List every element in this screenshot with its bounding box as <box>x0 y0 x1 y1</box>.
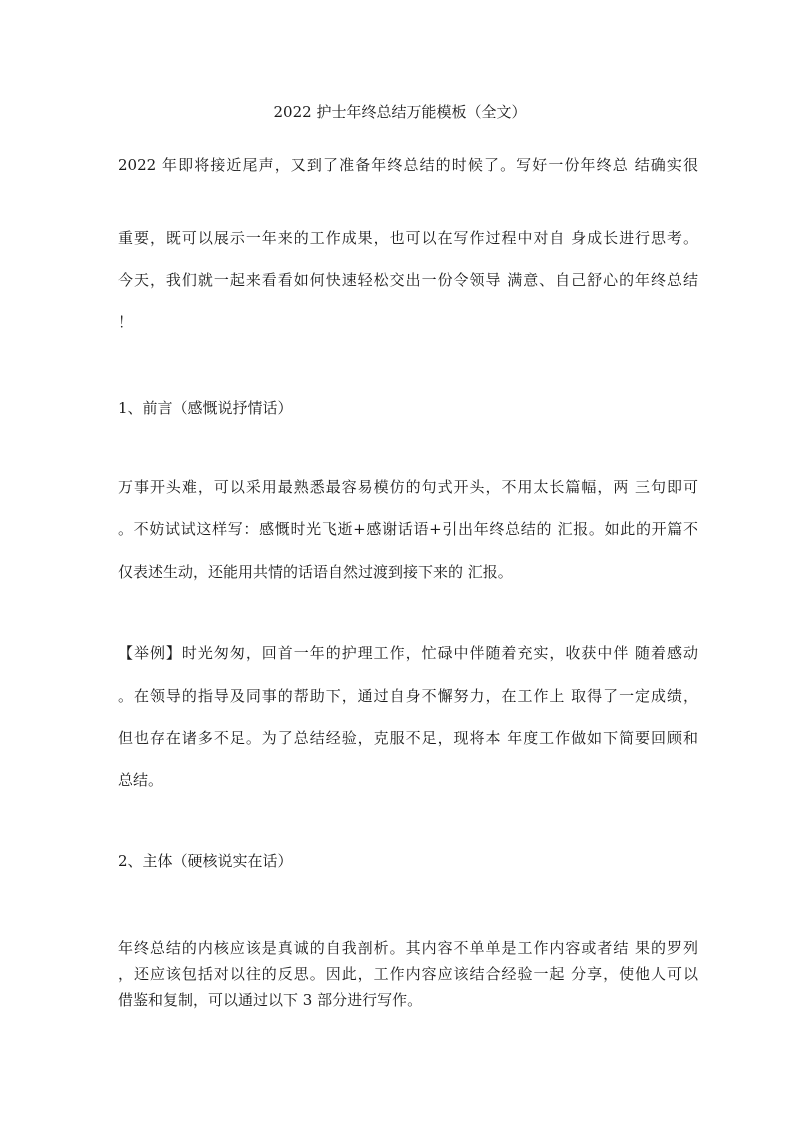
section-2-heading: 2、主体（硬核说实在话） <box>118 852 293 870</box>
example-line: 【举例】时光匆匆，回首一年的护理工作，忙碌中伴随着充实，收获中伴 随着感动 <box>118 644 698 662</box>
section-2-line: 年终总结的内核应该是真诚的自我剖析。其内容不单单是工作内容或者结 果的罗列 <box>118 939 698 957</box>
intro-line: ！ <box>118 313 134 331</box>
example-line: 总结。 <box>118 771 164 789</box>
intro-line: 2022 年即将接近尾声，又到了准备年终总结的时候了。写好一份年终总 结确实很 <box>118 156 698 174</box>
example-line: 但也存在诸多不足。为了总结经验，克服不足，现将本 年度工作做如下简要回顾和 <box>118 729 698 747</box>
example-line: 。在领导的指导及同事的帮助下，通过自身不懈努力，在工作上 取得了一定成绩， <box>118 687 698 705</box>
section-2-line: ，还应该包括对以往的反思。因此，工作内容应该结合经验一起 分享，使他人可以 <box>118 965 698 983</box>
intro-line: 今天，我们就一起来看看如何快速轻松交出一份令领导 满意、自己舒心的年终总结 <box>118 271 698 289</box>
section-2-line: 借鉴和复制，可以通过以下 3 部分进行写作。 <box>118 991 423 1009</box>
section-1-line: 。不妨试试这样写：感慨时光飞逝+感谢话语+引出年终总结的 汇报。如此的开篇不 <box>118 520 698 538</box>
intro-line: 重要，既可以展示一年来的工作成果，也可以在写作过程中对自 身成长进行思考。 <box>118 229 698 247</box>
section-1-line: 万事开头难，可以采用最熟悉最容易模仿的句式开头，不用太长篇幅，两 三句即可 <box>118 478 698 496</box>
document-title: 2022 护士年终总结万能模板（全文） <box>273 103 527 121</box>
section-1-heading: 1、前言（感慨说抒情话） <box>118 399 293 417</box>
section-1-line: 仅表述生动，还能用共情的话语自然过渡到接下来的 汇报。 <box>118 563 513 581</box>
